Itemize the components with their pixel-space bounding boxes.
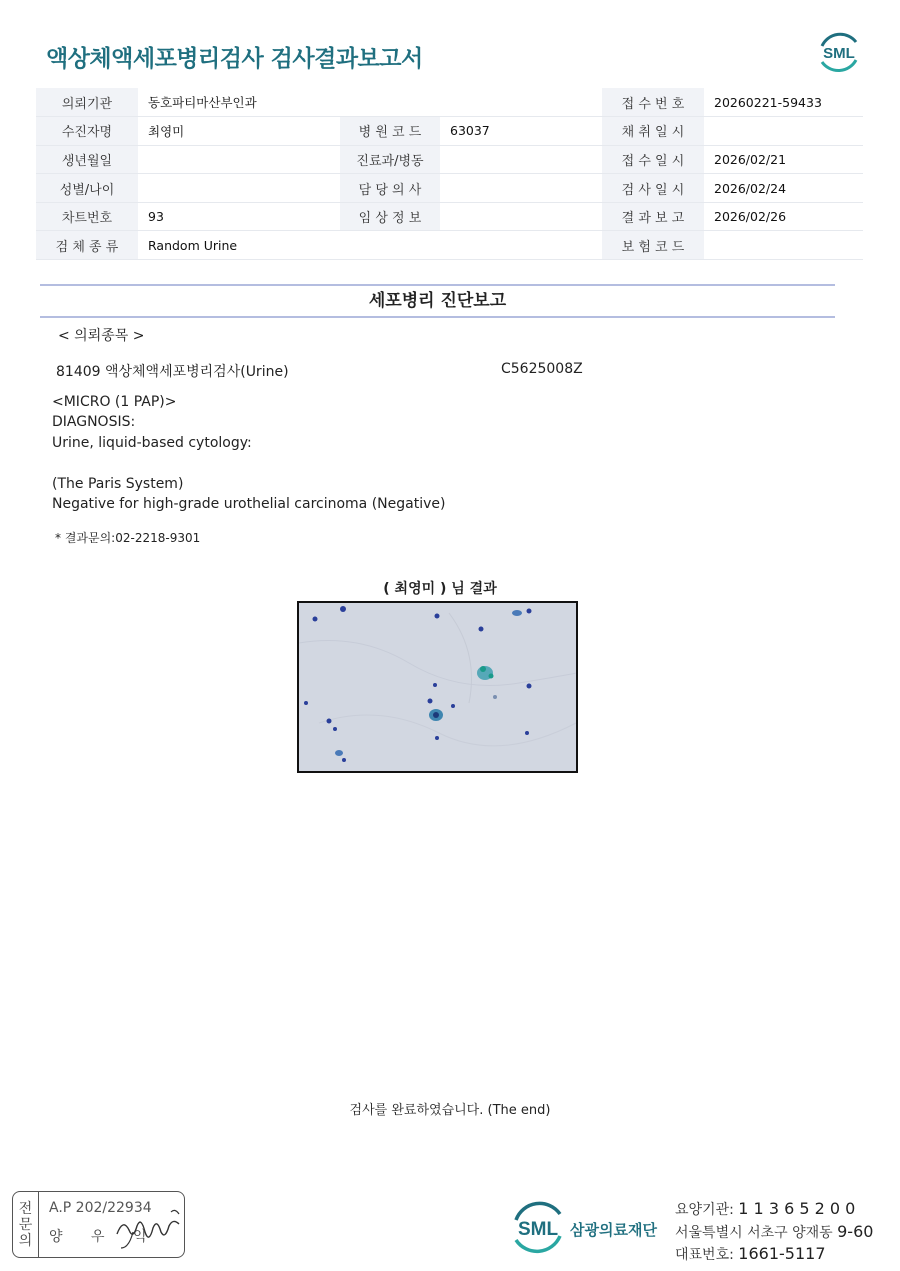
value-cell: 20260221-59433 (704, 88, 863, 117)
phone-label: 대표번호: (675, 1247, 734, 1263)
address-line (675, 1222, 873, 1242)
section-title: 세포병리 진단보고 (368, 291, 507, 311)
table-row (36, 145, 863, 174)
table-row (36, 117, 863, 146)
logo-text: SML (823, 45, 855, 62)
value-cell (440, 88, 602, 117)
image-caption: ( 최영미 ) 님 결과 (383, 581, 497, 597)
sml-logo-icon (814, 28, 864, 76)
value-cell: 2026/02/21 (704, 145, 863, 174)
label-cell: 의뢰기관 (36, 88, 138, 117)
divider (40, 316, 835, 318)
label-cell: 접 수 일 시 (602, 145, 704, 174)
institution-number: 1 1 3 6 5 2 0 0 (738, 1199, 856, 1218)
value-cell (340, 88, 440, 117)
stamp-side-char: 전 (18, 1200, 33, 1217)
stamp-side-label (13, 1192, 39, 1257)
label-cell: 생년월일 (36, 145, 138, 174)
system-line: (The Paris System) (52, 476, 184, 492)
label-cell: 검 체 종 류 (36, 231, 138, 260)
value-cell (138, 174, 340, 203)
value-cell: 93 (138, 202, 340, 231)
value-cell (440, 231, 602, 260)
institution-line (675, 1199, 855, 1219)
cytology-slide-picture (299, 603, 576, 771)
report-title: 액상체액세포병리검사 검사결과보고서 (46, 46, 423, 72)
label-cell: 병 원 코 드 (340, 117, 440, 146)
stamp-side-char: 문 (18, 1216, 33, 1233)
value-cell: 동호파티마산부인과 (138, 88, 340, 117)
table-row (36, 202, 863, 231)
phone-number: 1661-5117 (738, 1244, 826, 1263)
label-cell: 결 과 보 고 (602, 202, 704, 231)
value-cell: Random Urine (138, 231, 340, 260)
phone-line (675, 1244, 826, 1264)
logo-text: SML (517, 1219, 559, 1240)
cytology-image (297, 601, 578, 773)
value-cell: 2026/02/24 (704, 174, 863, 203)
table-row (36, 88, 863, 117)
end-text: 검사를 완료하였습니다. (The end) (349, 1103, 551, 1118)
address-number: 9-60 (837, 1222, 874, 1241)
label-cell: 보 험 코 드 (602, 231, 704, 260)
value-cell: 최영미 (138, 117, 340, 146)
label-cell: 검 사 일 시 (602, 174, 704, 203)
pathologist-stamp (12, 1191, 185, 1258)
value-cell (440, 145, 602, 174)
table-row (36, 231, 863, 260)
value-cell (440, 174, 602, 203)
inquiry-text: * 결과문의:02-2218-9301 (55, 531, 201, 545)
value-cell (704, 117, 863, 146)
specimen-line: Urine, liquid-based cytology: (52, 435, 252, 451)
patient-info-table (36, 88, 863, 260)
value-cell: 63037 (440, 117, 602, 146)
label-cell: 담 당 의 사 (340, 174, 440, 203)
table-row (36, 174, 863, 203)
institution-label: 요양기관: (675, 1202, 734, 1218)
value-cell (138, 145, 340, 174)
organization-name: 삼광의료재단 (570, 1221, 657, 1239)
address-label: 서울특별시 서초구 양재동 (675, 1225, 833, 1241)
label-cell: 성별/나이 (36, 174, 138, 203)
value-cell: 2026/02/26 (704, 202, 863, 231)
label-cell: 채 취 일 시 (602, 117, 704, 146)
label-cell: 차트번호 (36, 202, 138, 231)
test-code: C5625008Z (501, 361, 583, 377)
stamp-name: 양 우 익 (49, 1229, 159, 1245)
test-line: 81409 액상체액세포병리검사(Urine) (56, 364, 289, 380)
stamp-license: A.P 202/22934 (49, 1200, 152, 1216)
value-cell (340, 231, 440, 260)
stamp-side-char: 의 (18, 1232, 33, 1249)
value-cell (440, 202, 602, 231)
label-cell: 수진자명 (36, 117, 138, 146)
request-heading: < 의뢰종목 > (58, 328, 145, 344)
label-cell: 진료과/병동 (340, 145, 440, 174)
signature-icon (113, 1204, 185, 1252)
value-cell (704, 231, 863, 260)
micro-label: <MICRO (1 PAP)> (52, 394, 177, 410)
result-line: Negative for high-grade urothelial carcinoma (Negative) (52, 496, 446, 512)
label-cell: 접 수 번 호 (602, 88, 704, 117)
label-cell: 임 상 정 보 (340, 202, 440, 231)
diagnosis-label: DIAGNOSIS: (52, 414, 136, 430)
sml-logo-icon (508, 1198, 568, 1256)
